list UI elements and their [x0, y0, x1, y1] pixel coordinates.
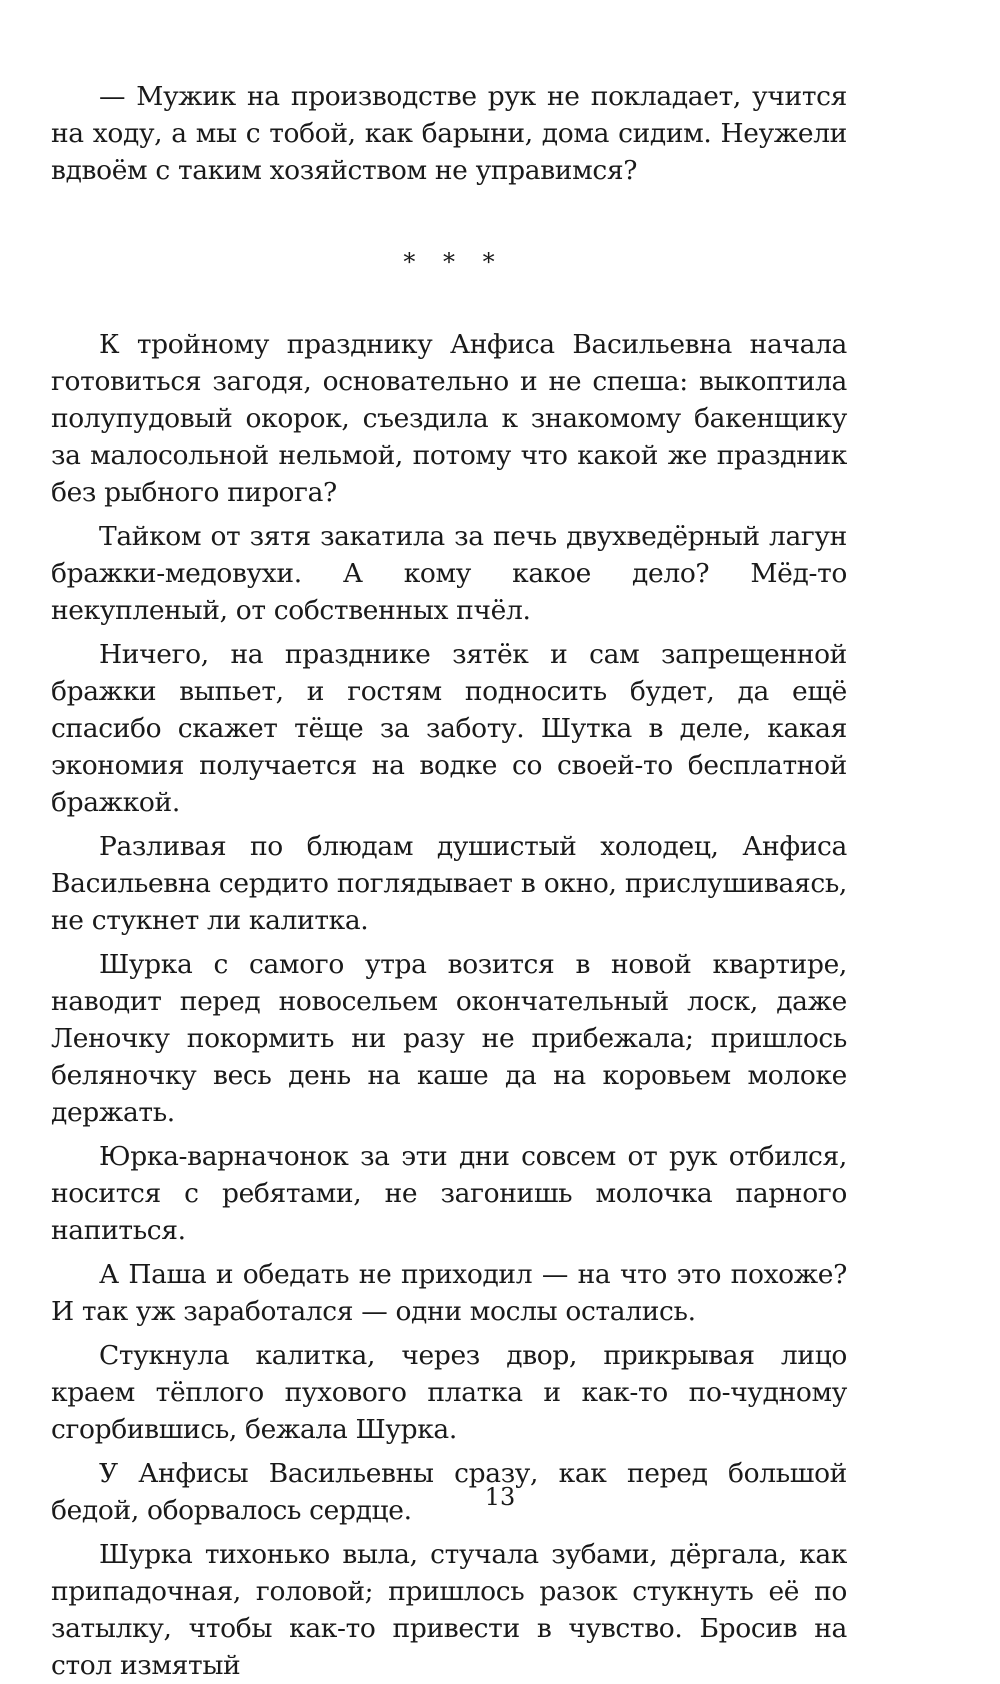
- page-number: 13: [484, 1483, 516, 1511]
- paragraph-1: К тройному празднику Анфиса Васильевна начала готовиться загодя, основательно и не спеша: выкоптила полупудовый окорок, съездила к знакомому бакенщику за малосольной нельмой, потому что какой же праздник без рыбного пирога?: [51, 329, 847, 508]
- paragraph-9: У Анфисы Васильевны сразу, как перед большой бедой, оборвалось сердце.: [51, 1458, 847, 1526]
- paragraph-5: Шурка с самого утра возится в новой квартире, наводит перед новосельем окончательный лоск, даже Леночку покормить ни разу не прибежала; пришлось беляночку весь день на каше да на коровьем молоке держать.: [51, 949, 847, 1128]
- section-separator: * * *: [403, 248, 505, 276]
- page-body: [51, 78, 847, 1684]
- paragraph-7: А Паша и обедать не приходил — на что это похоже? И так уж заработался — одни мослы остались.: [51, 1259, 847, 1327]
- paragraph-4: Разливая по блюдам душистый холодец, Анфиса Васильевна сердито поглядывает в окно, прислушиваясь, не стукнет ли калитка.: [51, 831, 847, 936]
- paragraph-10: Шурка тихонько выла, стучала зубами, дёргала, как припадочная, головой; пришлось разок стукнуть её по затылку, чтобы как-то привести в чувство. Бросив на стол измятый: [51, 1539, 847, 1681]
- paragraph-2: Тайком от зятя закатила за печь двухведёрный лагун бражки-медовухи. А кому какое дело? Мёд-то некупленый, от собственных пчёл.: [51, 521, 847, 626]
- paragraph-8: Стукнула калитка, через двор, прикрывая лицо краем тёплого пухового платка и как-то по-чудному сгорбившись, бежала Шурка.: [51, 1340, 847, 1445]
- opening-dialogue: — Мужик на производстве рук не покладает, учится на ходу, а мы с тобой, как барыни, дома сидим. Неужели вдвоём с таким хозяйством не управимся?: [51, 81, 847, 186]
- paragraph-3: Ничего, на празднике зятёк и сам запрещенной бражки выпьет, и гостям подносить будет, да ещё спасибо скажет тёще за заботу. Шутка в деле, какая экономия получается на водке со своей-то бесплатной бражкой.: [51, 639, 847, 818]
- paragraph-6: Юрка-варначонок за эти дни совсем от рук отбился, носится с ребятами, не загонишь молочка парного напиться.: [51, 1141, 847, 1246]
